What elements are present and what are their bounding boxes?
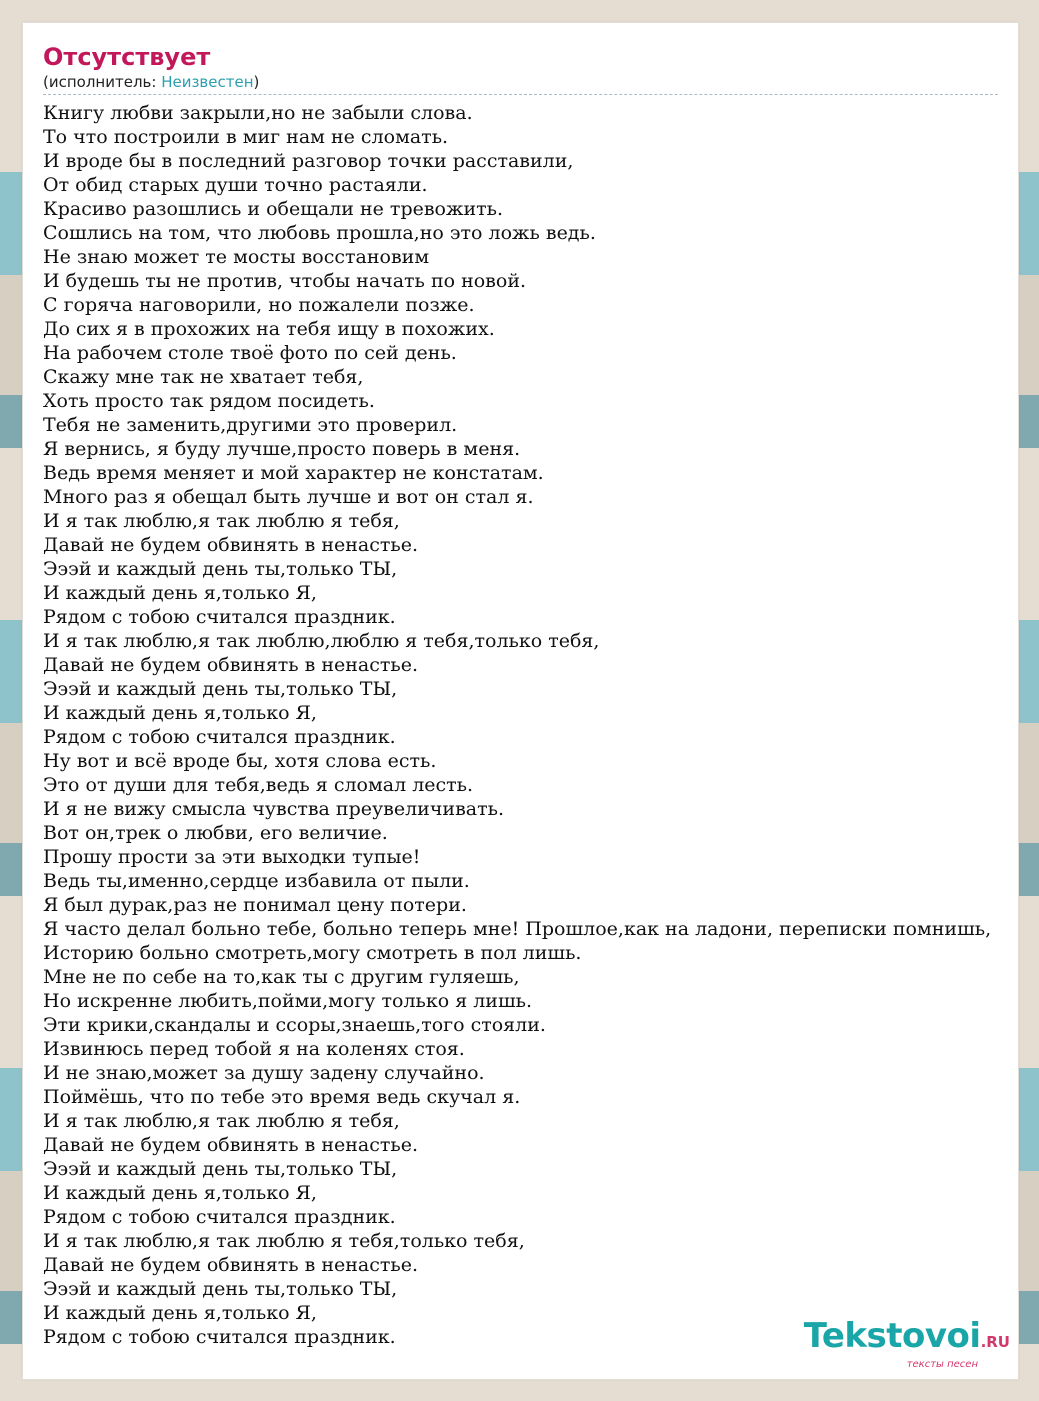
lyric-line: Книгу любви закрыли,но не забыли слова.: [43, 102, 473, 124]
lyric-line: Я был дурак,раз не понимал цену потери.: [43, 894, 467, 916]
lyric-line: И каждый день я,только Я,: [43, 1182, 317, 1204]
lyric-line: Давай не будем обвинять в ненастье.: [43, 1134, 419, 1156]
lyric-line: Вот он,трек о любви, его величие.: [43, 822, 388, 844]
lyric-line: Сошлись на том, что любовь прошла,но это ложь ведь.: [43, 222, 596, 244]
logo-wordmark: [800, 1316, 1010, 1359]
lyric-line: Я часто делал больно тебе, больно теперь мне! Прошлое,как на ладони, переписки помнишь,: [43, 918, 992, 940]
lyric-line: Тебя не заменить,другими это проверил.: [43, 414, 458, 436]
logo-domain: .RU: [980, 1333, 1010, 1351]
lyric-line: С горяча наговорили, но пожалели позже.: [43, 294, 475, 316]
lyric-line: И каждый день я,только Я,: [43, 582, 317, 604]
lyric-line: Давай не будем обвинять в ненастье.: [43, 1254, 419, 1276]
lyric-line: Прошу прости за эти выходки тупые!: [43, 846, 421, 868]
lyric-line: Рядом с тобою считался праздник.: [43, 1326, 396, 1348]
lyric-line: Историю больно смотреть,могу смотреть в пол лишь.: [43, 942, 582, 964]
lyric-line: До сих я в прохожих на тебя ищу в похожих.: [43, 318, 495, 340]
lyric-line: Мне не по себе на то,как ты с другим гуляешь,: [43, 966, 520, 988]
lyric-line: Рядом с тобою считался праздник.: [43, 726, 396, 748]
artist-line: [43, 73, 998, 92]
site-logo[interactable]: [800, 1316, 1010, 1370]
lyric-line: Эти крики,скандалы и ссоры,знаешь,того стояли.: [43, 1014, 546, 1036]
lyric-line: Но искренне любить,пойми,могу только я лишь.: [43, 990, 533, 1012]
lyric-line: Эээй и каждый день ты,только ТЫ,: [43, 558, 398, 580]
lyric-line: Ведь время меняет и мой характер не констатам.: [43, 462, 544, 484]
lyric-line: И каждый день я,только Я,: [43, 1302, 317, 1324]
lyric-line: И я так люблю,я так люблю я тебя,только тебя,: [43, 1230, 525, 1252]
lyric-line: Давай не будем обвинять в ненастье.: [43, 654, 419, 676]
logo-name: Tekstovoi: [803, 1316, 981, 1356]
lyric-line: Эээй и каждый день ты,только ТЫ,: [43, 678, 398, 700]
lyric-line: И каждый день я,только Я,: [43, 702, 317, 724]
lyric-line: Давай не будем обвинять в ненастье.: [43, 534, 419, 556]
lyric-line: И я так люблю,я так люблю я тебя,: [43, 510, 400, 532]
lyric-line: Рядом с тобою считался праздник.: [43, 1206, 396, 1228]
lyric-line: И я так люблю,я так люблю я тебя,: [43, 1110, 400, 1132]
lyric-line: И не знаю,может за душу задену случайно.: [43, 1062, 485, 1084]
lyric-line: Рядом с тобою считался праздник.: [43, 606, 396, 628]
lyric-line: Поймёшь, что по тебе это время ведь скучал я.: [43, 1086, 521, 1108]
lyric-line: Хоть просто так рядом посидеть.: [43, 390, 375, 412]
artist-prefix: (исполнитель:: [43, 73, 162, 91]
lyric-line: Ну вот и всё вроде бы, хотя слова есть.: [43, 750, 437, 772]
lyric-line: Много раз я обещал быть лучше и вот он стал я.: [43, 486, 534, 508]
lyric-line: Ведь ты,именно,сердце избавила от пыли.: [43, 870, 470, 892]
lyric-line: Эээй и каждый день ты,только ТЫ,: [43, 1278, 398, 1300]
lyric-line: От обид старых души точно растаяли.: [43, 174, 428, 196]
song-title: Отсутствует: [43, 43, 211, 71]
lyric-line: И я не вижу смысла чувства преувеличивать.: [43, 798, 504, 820]
logo-tagline: тексты песен: [906, 1359, 978, 1370]
lyric-line: Это от души для тебя,ведь я сломал лесть.: [43, 774, 474, 796]
lyric-line: И вроде бы в последний разговор точки расставили,: [43, 150, 574, 172]
lyric-line: Эээй и каждый день ты,только ТЫ,: [43, 1158, 398, 1180]
lyric-line: Я вернись, я буду лучше,просто поверь в меня.: [43, 438, 521, 460]
lyric-line: На рабочем столе твоё фото по сей день.: [43, 342, 457, 364]
lyric-line: Красиво разошлись и обещали не тревожить.: [43, 198, 504, 220]
lyrics-card: [22, 22, 1019, 1380]
artist-suffix: ): [253, 73, 260, 91]
lyric-line: Извинюсь перед тобой я на коленях стоя.: [43, 1038, 465, 1060]
lyric-line: И я так люблю,я так люблю,люблю я тебя,только тебя,: [43, 630, 600, 652]
lyrics-text: [43, 101, 1039, 1349]
lyric-line: То что построили в миг нам не сломать.: [43, 126, 449, 148]
lyric-line: Не знаю может те мосты восстановим: [43, 246, 430, 268]
song-header: [43, 41, 998, 95]
lyric-line: И будешь ты не против, чтобы начать по новой.: [43, 270, 527, 292]
artist-link[interactable]: Неизвестен: [161, 73, 254, 91]
lyric-line: Скажу мне так не хватает тебя,: [43, 366, 364, 388]
